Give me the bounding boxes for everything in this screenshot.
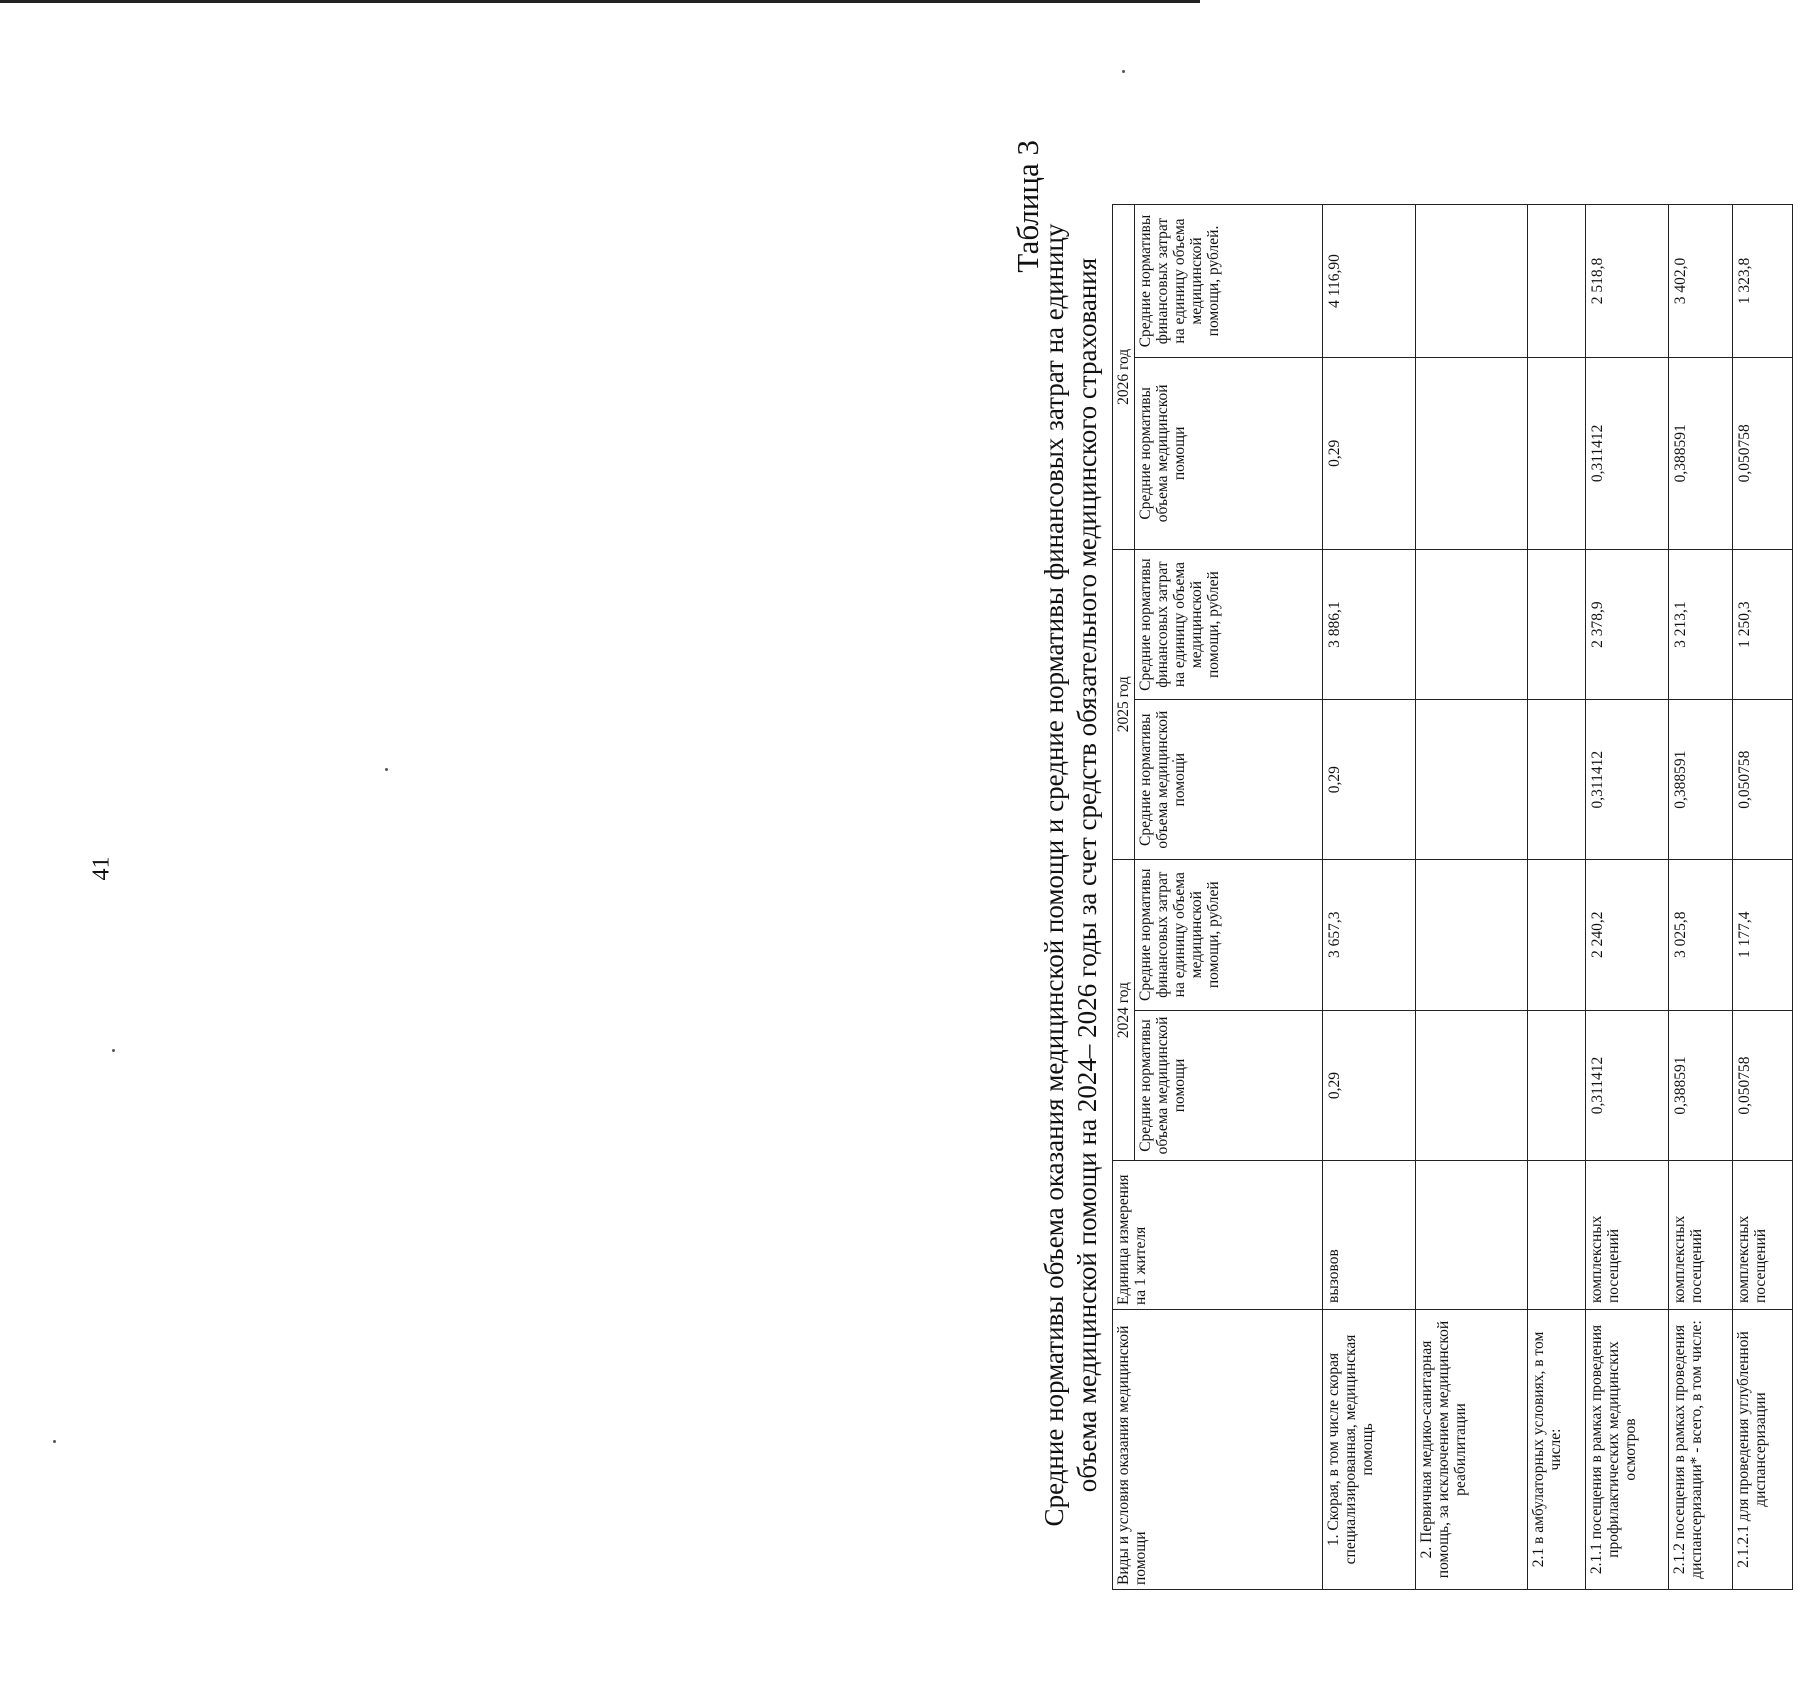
row-cost-2024: 1 177,4: [1733, 859, 1793, 1010]
row-cost-2025: 2 378,9: [1586, 549, 1669, 700]
row-cost-2026: [1416, 205, 1528, 358]
row-volume-2026: 0,050758: [1733, 358, 1793, 550]
row-cost-2025: [1416, 549, 1528, 700]
table-title: [1038, 140, 1104, 1610]
norms-table: [1112, 204, 1802, 1590]
row-name: 2.1.2.1 для проведения углубленной диспансеризации: [1733, 1310, 1793, 1590]
row-cost-2024: [1416, 859, 1528, 1010]
rotated-content: [1000, 140, 1769, 1610]
row-name: 2.1.1 посещения в рамках проведения профилактических медицинских осмотров: [1586, 1310, 1669, 1590]
header-volume-2024: Средние нормативы объема медицинской помощи: [1135, 1010, 1323, 1161]
row-volume-2024: 0,311412: [1586, 1010, 1669, 1161]
table-row: [1669, 205, 1733, 1590]
row-volume-2024: [1528, 1010, 1586, 1161]
row-cost-2024: 3 025,8: [1669, 859, 1733, 1010]
row-volume-2024: 0,050758: [1733, 1010, 1793, 1161]
row-cost-2026: 3 402,0: [1669, 205, 1733, 358]
header-year-2026: 2026 год: [1113, 205, 1135, 550]
header-types: Виды и условия оказания медицинской помощи: [1113, 1310, 1323, 1590]
header-cost-2026: Средние нормативы финансовых затрат на единицу объема медицинской помощи, рублей.: [1135, 205, 1323, 358]
row-cost-2024: 2 240,2: [1586, 859, 1669, 1010]
table-row: [1323, 205, 1416, 1590]
row-volume-2026: 0,29: [1323, 358, 1416, 550]
row-name: 2. Первичная медико-санитарная помощь, за исключением медицинской реабилитации: [1416, 1310, 1528, 1590]
row-volume-2025: 0,29: [1323, 700, 1416, 859]
row-name: 2.1 в амбулаторных условиях, в том числе:: [1528, 1310, 1586, 1590]
row-volume-2026: [1416, 358, 1528, 550]
header-volume-2026: Средние нормативы объема медицинской помощи: [1135, 358, 1323, 550]
header-year-2024: 2024 год: [1113, 859, 1135, 1161]
row-cost-2026: 2 518,8: [1586, 205, 1669, 358]
scan-speck: [385, 768, 388, 771]
row-cost-2025: 3 213,1: [1669, 549, 1733, 700]
scan-speck: [1122, 70, 1125, 73]
row-cost-2026: [1528, 205, 1586, 358]
page-number: 41: [88, 856, 115, 881]
header-cost-2024: Средние нормативы финансовых затрат на единицу объема медицинской помощи, рублей: [1135, 859, 1323, 1010]
row-cost-2025: [1528, 549, 1586, 700]
row-unit: вызовов: [1323, 1161, 1416, 1310]
row-cost-2026: 4 116,90: [1323, 205, 1416, 358]
row-volume-2025: 0,388591: [1669, 700, 1733, 859]
row-volume-2024: 0,388591: [1669, 1010, 1733, 1161]
row-volume-2024: 0,29: [1323, 1010, 1416, 1161]
table-row: [1416, 205, 1528, 1590]
row-cost-2025: 1 250,3: [1733, 549, 1793, 700]
row-volume-2025: [1528, 700, 1586, 859]
header-volume-2025: Средние нормативы объема медицинской помощи: [1135, 700, 1323, 859]
row-volume-2024: [1416, 1010, 1528, 1161]
header-row-years: [1113, 205, 1135, 1590]
row-volume-2026: [1528, 358, 1586, 550]
scan-edge-line: [0, 0, 1200, 3]
table-row: [1528, 205, 1586, 1590]
table-row: [1733, 205, 1793, 1590]
row-name: 1. Скорая, в том числе скорая специализированная, медицинская помощь: [1323, 1310, 1416, 1590]
row-cost-2024: 3 657,3: [1323, 859, 1416, 1010]
table-label: Таблица 3: [1010, 140, 1045, 273]
row-volume-2026: 0,311412: [1586, 358, 1669, 550]
row-unit: [1528, 1161, 1586, 1310]
row-volume-2025: 0,050758: [1733, 700, 1793, 859]
row-volume-2025: 0,311412: [1586, 700, 1669, 859]
header-unit: Единица измерения на 1 жителя: [1113, 1161, 1323, 1310]
row-volume-2026: 0,388591: [1669, 358, 1733, 550]
title-line-2: объема медицинской помощи на 2024– 2026 годы за счет средств обязательного медицинского страхования: [1072, 257, 1102, 1493]
scan-speck: [112, 1049, 115, 1052]
row-unit: комплексных посещений: [1669, 1161, 1733, 1310]
scan-speck: [53, 1440, 56, 1443]
row-name: 2.1.2 посещения в рамках проведения диспансеризации* - всего, в том числе:: [1669, 1310, 1733, 1590]
row-cost-2024: [1528, 859, 1586, 1010]
row-cost-2025: 3 886,1: [1323, 549, 1416, 700]
table-row: [1586, 205, 1669, 1590]
row-unit: [1416, 1161, 1528, 1310]
row-unit: комплексных посещений: [1733, 1161, 1793, 1310]
row-volume-2025: [1416, 700, 1528, 859]
row-unit: комплексных посещений: [1586, 1161, 1669, 1310]
header-cost-2025: Средние нормативы финансовых затрат на единицу объема медицинской помощи, рублей: [1135, 549, 1323, 700]
title-line-1: Средние нормативы объема оказания медицинской помощи и средние нормативы финансовых затрат на единицу: [1039, 223, 1069, 1527]
header-year-2025: 2025 год: [1113, 549, 1135, 859]
row-cost-2026: 1 323,8: [1733, 205, 1793, 358]
